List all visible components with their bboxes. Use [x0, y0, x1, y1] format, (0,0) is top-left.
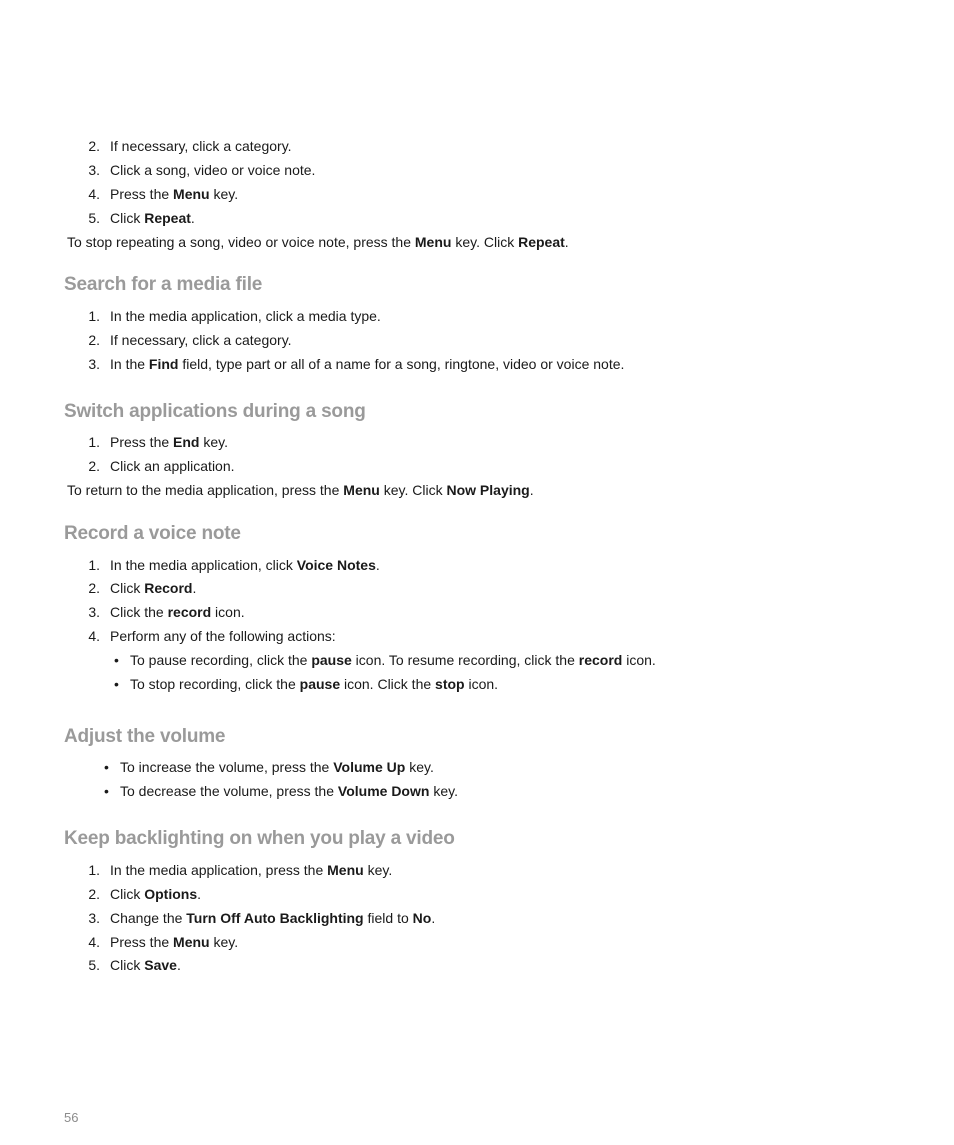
step-number: 4. [88, 934, 100, 950]
step-number: 4. [88, 186, 100, 202]
step-number: 3. [88, 162, 100, 178]
step-text: If necessary, click a category. [110, 138, 292, 154]
step-text: Click Save. [110, 957, 181, 973]
bullet-text: To decrease the volume, press the Volume Down key. [120, 783, 458, 799]
page-number: 56 [64, 1110, 79, 1125]
section-heading: Adjust the volume [64, 726, 226, 747]
step-number: 3. [88, 910, 100, 926]
bullet-text: To pause recording, click the pause icon. To resume recording, click the record icon. [130, 652, 656, 668]
step-text: Change the Turn Off Auto Backlighting field to No. [110, 910, 436, 926]
section-heading: Search for a media file [64, 274, 263, 295]
step-text: Press the End key. [110, 434, 229, 450]
bullet-text: To stop recording, click the pause icon. Click the stop icon. [130, 676, 499, 692]
step-number: 1. [88, 308, 100, 324]
section-heading: Keep backlighting on when you play a video [64, 828, 455, 849]
step-text: Click the record icon. [110, 604, 245, 620]
bullet-icon: • [114, 652, 119, 668]
step-text: In the media application, click Voice Notes. [110, 557, 380, 573]
step-text: Press the Menu key. [110, 934, 239, 950]
step-number: 1. [88, 434, 100, 450]
step-number: 2. [88, 138, 100, 154]
step-number: 2. [88, 886, 100, 902]
step-number: 3. [88, 356, 100, 372]
step-text: Click Record. [110, 580, 197, 596]
step-number: 5. [88, 957, 100, 973]
step-text: Press the Menu key. [110, 186, 239, 202]
step-text: Click Options. [110, 886, 202, 902]
step-number: 2. [88, 332, 100, 348]
step-number: 2. [88, 458, 100, 474]
step-text: Perform any of the following actions: [110, 628, 336, 644]
step-number: 2. [88, 580, 100, 596]
step-number: 3. [88, 604, 100, 620]
bullet-icon: • [104, 759, 109, 775]
note-text: To return to the media application, press the Menu key. Click Now Playing. [67, 482, 534, 498]
section-heading: Switch applications during a song [64, 401, 366, 422]
step-text: In the Find field, type part or all of a name for a song, ringtone, video or voice note. [110, 356, 625, 372]
step-text: In the media application, click a media type. [110, 308, 381, 324]
step-number: 4. [88, 628, 100, 644]
step-text: In the media application, press the Menu key. [110, 862, 393, 878]
bullet-text: To increase the volume, press the Volume Up key. [120, 759, 434, 775]
bullet-icon: • [104, 783, 109, 799]
bullet-icon: • [114, 676, 119, 692]
step-number: 1. [88, 862, 100, 878]
step-text: Click Repeat. [110, 210, 195, 226]
section-heading: Record a voice note [64, 523, 241, 544]
step-text: If necessary, click a category. [110, 332, 292, 348]
note-text: To stop repeating a song, video or voice note, press the Menu key. Click Repeat. [67, 234, 569, 250]
step-text: Click a song, video or voice note. [110, 162, 316, 178]
step-number: 5. [88, 210, 100, 226]
step-text: Click an application. [110, 458, 235, 474]
step-number: 1. [88, 557, 100, 573]
